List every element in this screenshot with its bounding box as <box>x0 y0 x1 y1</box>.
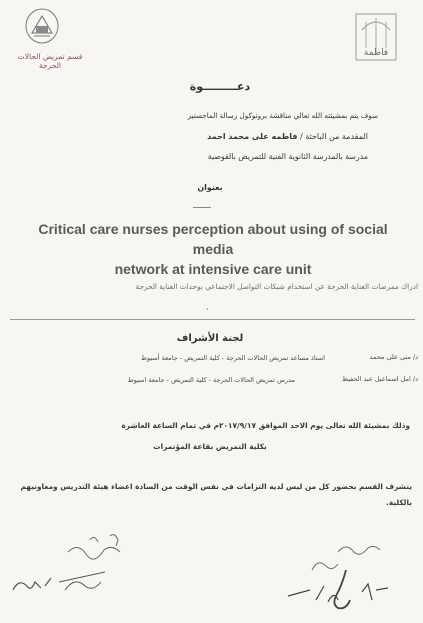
member-name: د/ منى على محمد <box>369 353 418 361</box>
logo-label: فاطمة <box>363 48 389 58</box>
intro-text: سوف يتم بمشيئته الله تعالي مناقشة بروتوكول رسالة الماجستير <box>187 111 378 120</box>
committee-heading: لجنة الأشراف <box>176 333 244 344</box>
thesis-title-en-line1: Critical care nurses perception about using of social media <box>38 221 388 257</box>
researcher-school: مدرسة بالمدرسة الثانوية الفنية للتمريض بالقوصية <box>207 152 368 161</box>
thesis-title-en <box>18 219 408 279</box>
university-logo <box>22 6 62 46</box>
member-role: مدرس تمريض الحالات الحرجة - كلية التمريض - جامعة اسيوط <box>127 376 295 384</box>
thesis-title-ar: ادراك ممرضات العناية الحرجة عن استخدام شبكات التواصل الاجتماعي بوحدات العناية الحرجة <box>135 282 418 291</box>
section-divider <box>10 319 415 320</box>
department-name: قسم تمريض الحالات الحرجة <box>17 52 83 70</box>
defense-date: وذلك بمشيئة الله تعالى يوم الاحد الموافق ٢٠١٧/٩/١٧م في تمام الساعة العاشرة <box>121 421 410 430</box>
researcher-name: فاطمه على محمد احمد <box>207 132 298 141</box>
defense-venue: بكلية التمريض بقاعة المؤتمرات <box>153 442 267 451</box>
closing-paragraph: يتشرف القسم بحضور كل من ليس لديه التزامات في نفس الوقت من السادة اعضاء هيئة التدريس ومعاونيهم بالكلية. <box>20 482 412 507</box>
titled-label: بعنوان <box>197 183 223 192</box>
short-divider <box>193 207 211 208</box>
handwritten-signature-right <box>276 530 396 620</box>
member-role: استاذ مساعد تمريض الحالات الحرجة - كلية التمريض - جامعة أسيوط <box>140 354 325 362</box>
invitation-title: دعـــــــــوة <box>189 80 251 93</box>
handwritten-signature-date <box>5 560 120 600</box>
thesis-title-en-line2: network at intensive care unit <box>114 261 312 277</box>
title-mark: ، <box>206 303 209 312</box>
research-logo <box>352 8 400 70</box>
researcher-label: المقدمة من الباحثة / <box>300 132 368 141</box>
member-name: د/ امل اسماعيل عبد الحفيظ <box>342 375 418 383</box>
researcher-line <box>70 132 368 141</box>
